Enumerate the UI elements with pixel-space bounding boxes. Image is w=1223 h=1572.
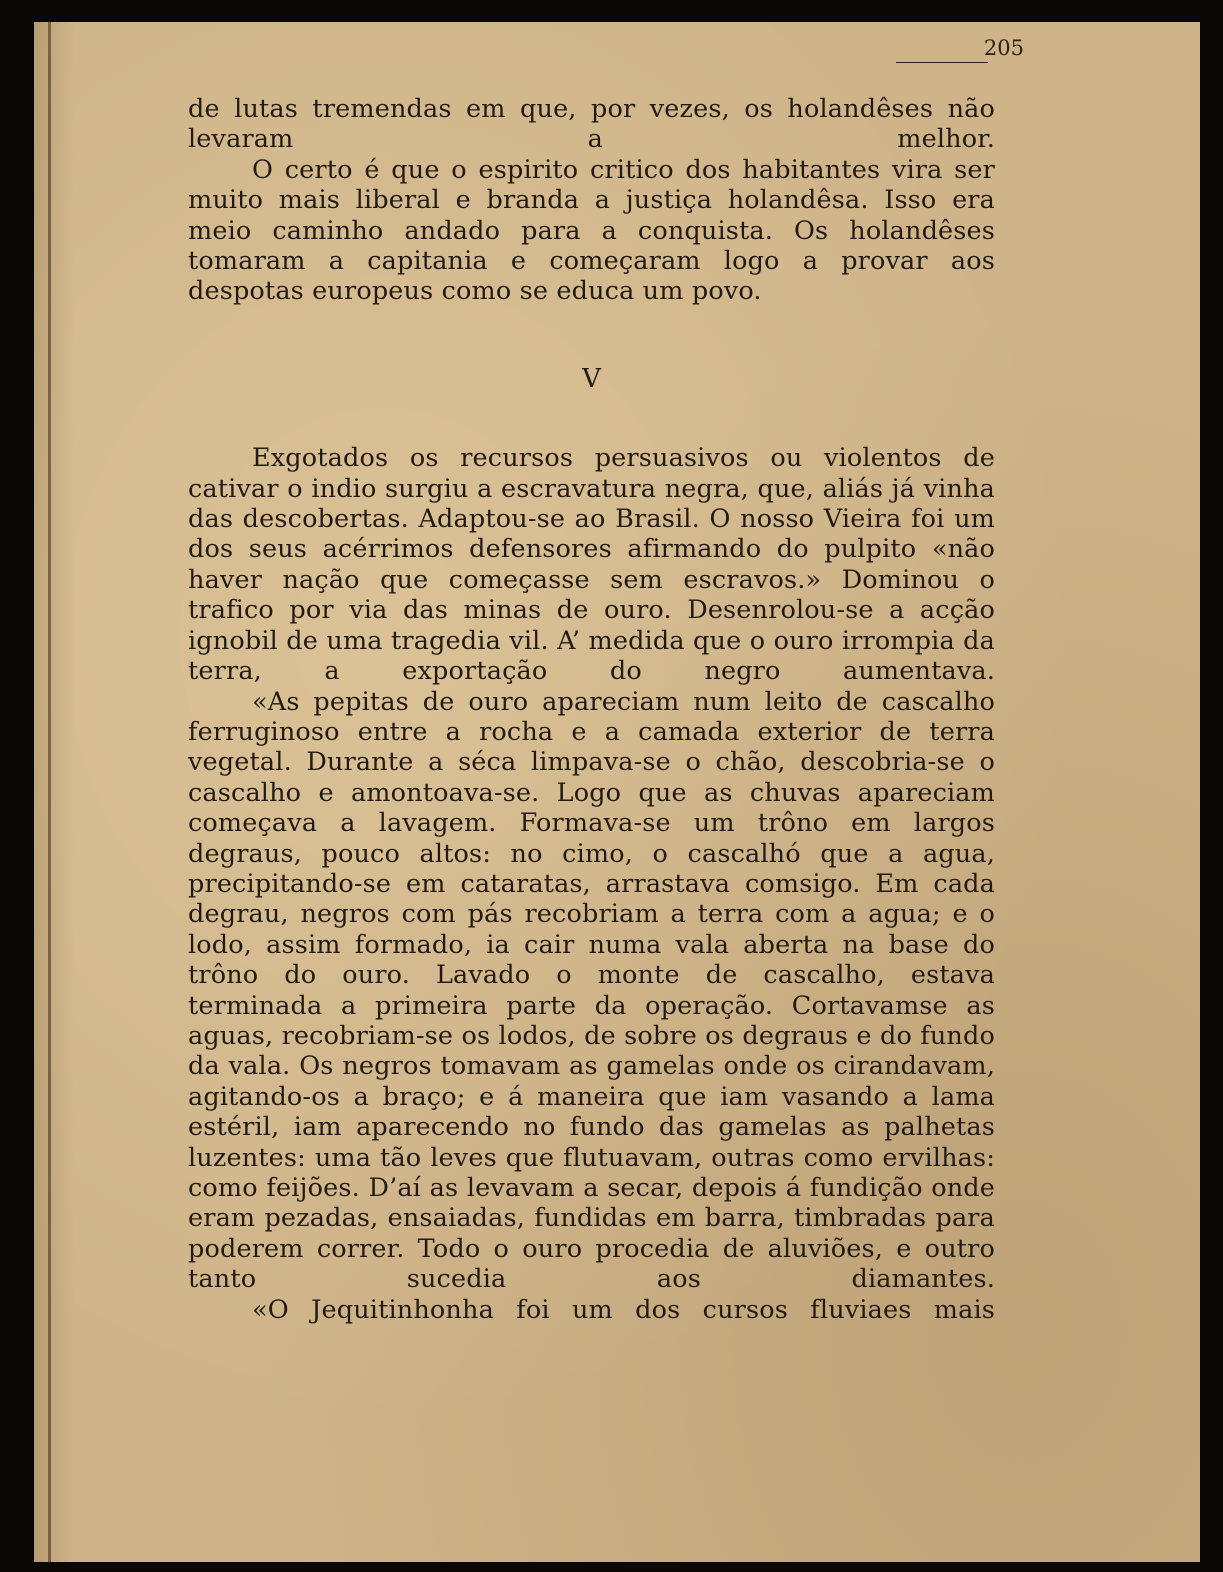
page-body bbox=[188, 94, 995, 1325]
paragraph: O certo é que o espirito critico dos habitantes vira ser muito mais liberal e branda a justiça holandêsa. Isso era meio caminho andado para a conquista. Os holandêses tomaram a capitania e começaram logo a provar aos despotas europeus como se educa um povo. bbox=[188, 154, 995, 307]
binding-edge bbox=[48, 22, 51, 1562]
book-page bbox=[34, 22, 1200, 1562]
section-number: V bbox=[582, 363, 601, 394]
page-number: 205 bbox=[983, 36, 1024, 60]
paragraph: Exgotados os recursos persuasivos ou violentos de cativar o indio surgiu a escravatura negra, que, aliás já vinha das descobertas. Adaptou-se ao Brasil. O nosso Vieira foi um dos seus acérrimos defensores afirmando do pulpito «não haver nação que começasse sem escravos.» Dominou o trafico por via das minas de ouro. Desenrolou-se a acção ignobil de uma tragedia vil. A’ medida que o ouro irrompia da terra, a exportação do negro aumentava. bbox=[188, 443, 995, 687]
page-number-rule bbox=[896, 62, 988, 63]
paragraph: «O Jequitinhonha foi um dos cursos fluviaes mais bbox=[252, 1294, 995, 1325]
section-heading bbox=[188, 364, 995, 394]
paragraph: de lutas tremendas em que, por vezes, os holandêses não levaram a melhor. bbox=[188, 94, 995, 155]
paragraph: «As pepitas de ouro apareciam num leito de cascalho ferruginoso entre a rocha e a camada exterior de terra vegetal. Durante a séca limpava-se o chão, descobria-se o cascalho e amontoava-se. Logo que as chuvas apareciam começava a lavagem. Formava-se um trôno em largos degraus, pouco altos: no cimo, o cascalhó que a agua, precipitando-se em cataratas, arrastava comsigo. Em cada degrau, negros com pás recobriam a terra com a agua; e o lodo, assim formado, ia cair numa vala aberta na base do trôno do ouro. Lavado o monte de cascalho, estava terminada a primeira parte da operação. Cortavamse as aguas, recobriam-se os lodos, de sobre os degraus e do fundo da vala. Os negros tomavam as gamelas onde os cirandavam, agitando-os a braço; e á maneira que iam vasando a lama estéril, iam aparecendo no fundo das gamelas as palhetas luzentes: uma tão leves que flutuavam, outras como ervilhas: como feijões. D’aí as levavam a secar, depois á fundição onde eram pezadas, ensaiadas, fundidas em barra, timbradas para poderem correr. Todo o ouro procedia de aluviões, e outro tanto sucedia aos diamantes. bbox=[188, 686, 995, 1295]
